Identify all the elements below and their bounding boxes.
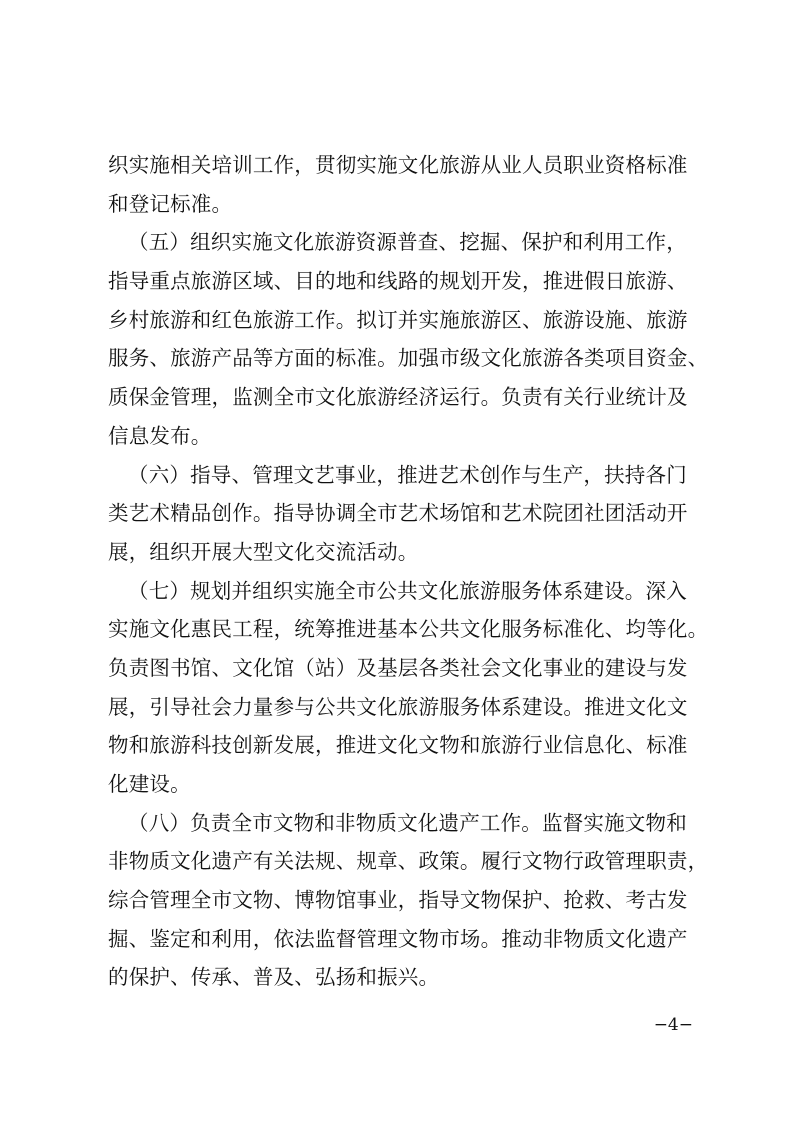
body-text <box>108 146 709 997</box>
text-line: 的保护、传承、普及、弘扬和振兴。 <box>108 965 440 990</box>
text-line: 展，引导社会力量参与公共文化旅游服务体系建设。推进文化文 <box>108 694 688 719</box>
text-line: 负责图书馆、文化馆（站）及基层各类社会文化事业的建设与发 <box>108 655 688 680</box>
text-line: 织实施相关培训工作，贯彻实施文化旅游从业人员职业资格标准 <box>108 153 688 177</box>
text-line: 展，组织开展大型文化交流活动。 <box>108 539 419 564</box>
paragraph-heading-8: （八）负责全市文物和非物质文化遗产工作。监督实施文物和 <box>128 810 687 835</box>
text-line: 实施文化惠民工程，统筹推进基本公共文化服务标准化、均等化。 <box>108 617 709 642</box>
text-line: 掘、鉴定和利用，依法监督管理文物市场。推动非物质文化遗产 <box>108 926 688 951</box>
text-line: 乡村旅游和红色旅游工作。拟订并实施旅游区、旅游设施、旅游 <box>108 307 688 332</box>
text-line: 物和旅游科技创新发展，推进文化文物和旅游行业信息化、标准 <box>108 733 688 758</box>
text-line: 指导重点旅游区域、目的地和线路的规划开发，推进假日旅游、 <box>108 269 688 294</box>
text-line: 类艺术精品创作。指导协调全市艺术场馆和艺术院团社团活动开 <box>108 501 688 526</box>
text-line: 非物质文化遗产有关法规、规章、政策。履行文物行政管理职责， <box>108 849 709 874</box>
text-line: 和登记标准。 <box>108 191 233 216</box>
paragraph-heading-5: （五）组织实施文化旅游资源普查、挖掘、保护和利用工作， <box>128 230 687 255</box>
page-number: −4− <box>653 1015 693 1035</box>
text-line: 综合管理全市文物、博物馆事业，指导文物保护、抢救、考古发 <box>108 888 688 913</box>
text-line: 信息发布。 <box>108 423 212 448</box>
text-line: 质保金管理，监测全市文化旅游经济运行。负责有关行业统计及 <box>108 385 688 410</box>
paragraph-heading-6: （六）指导、管理文艺事业，推进艺术创作与生产，扶持各门 <box>128 462 687 487</box>
paragraph-heading-7: （七）规划并组织实施全市公共文化旅游服务体系建设。深入 <box>128 578 687 603</box>
text-line: 化建设。 <box>108 772 191 796</box>
text-line: 服务、旅游产品等方面的标准。加强市级文化旅游各类项目资金、 <box>108 346 709 371</box>
